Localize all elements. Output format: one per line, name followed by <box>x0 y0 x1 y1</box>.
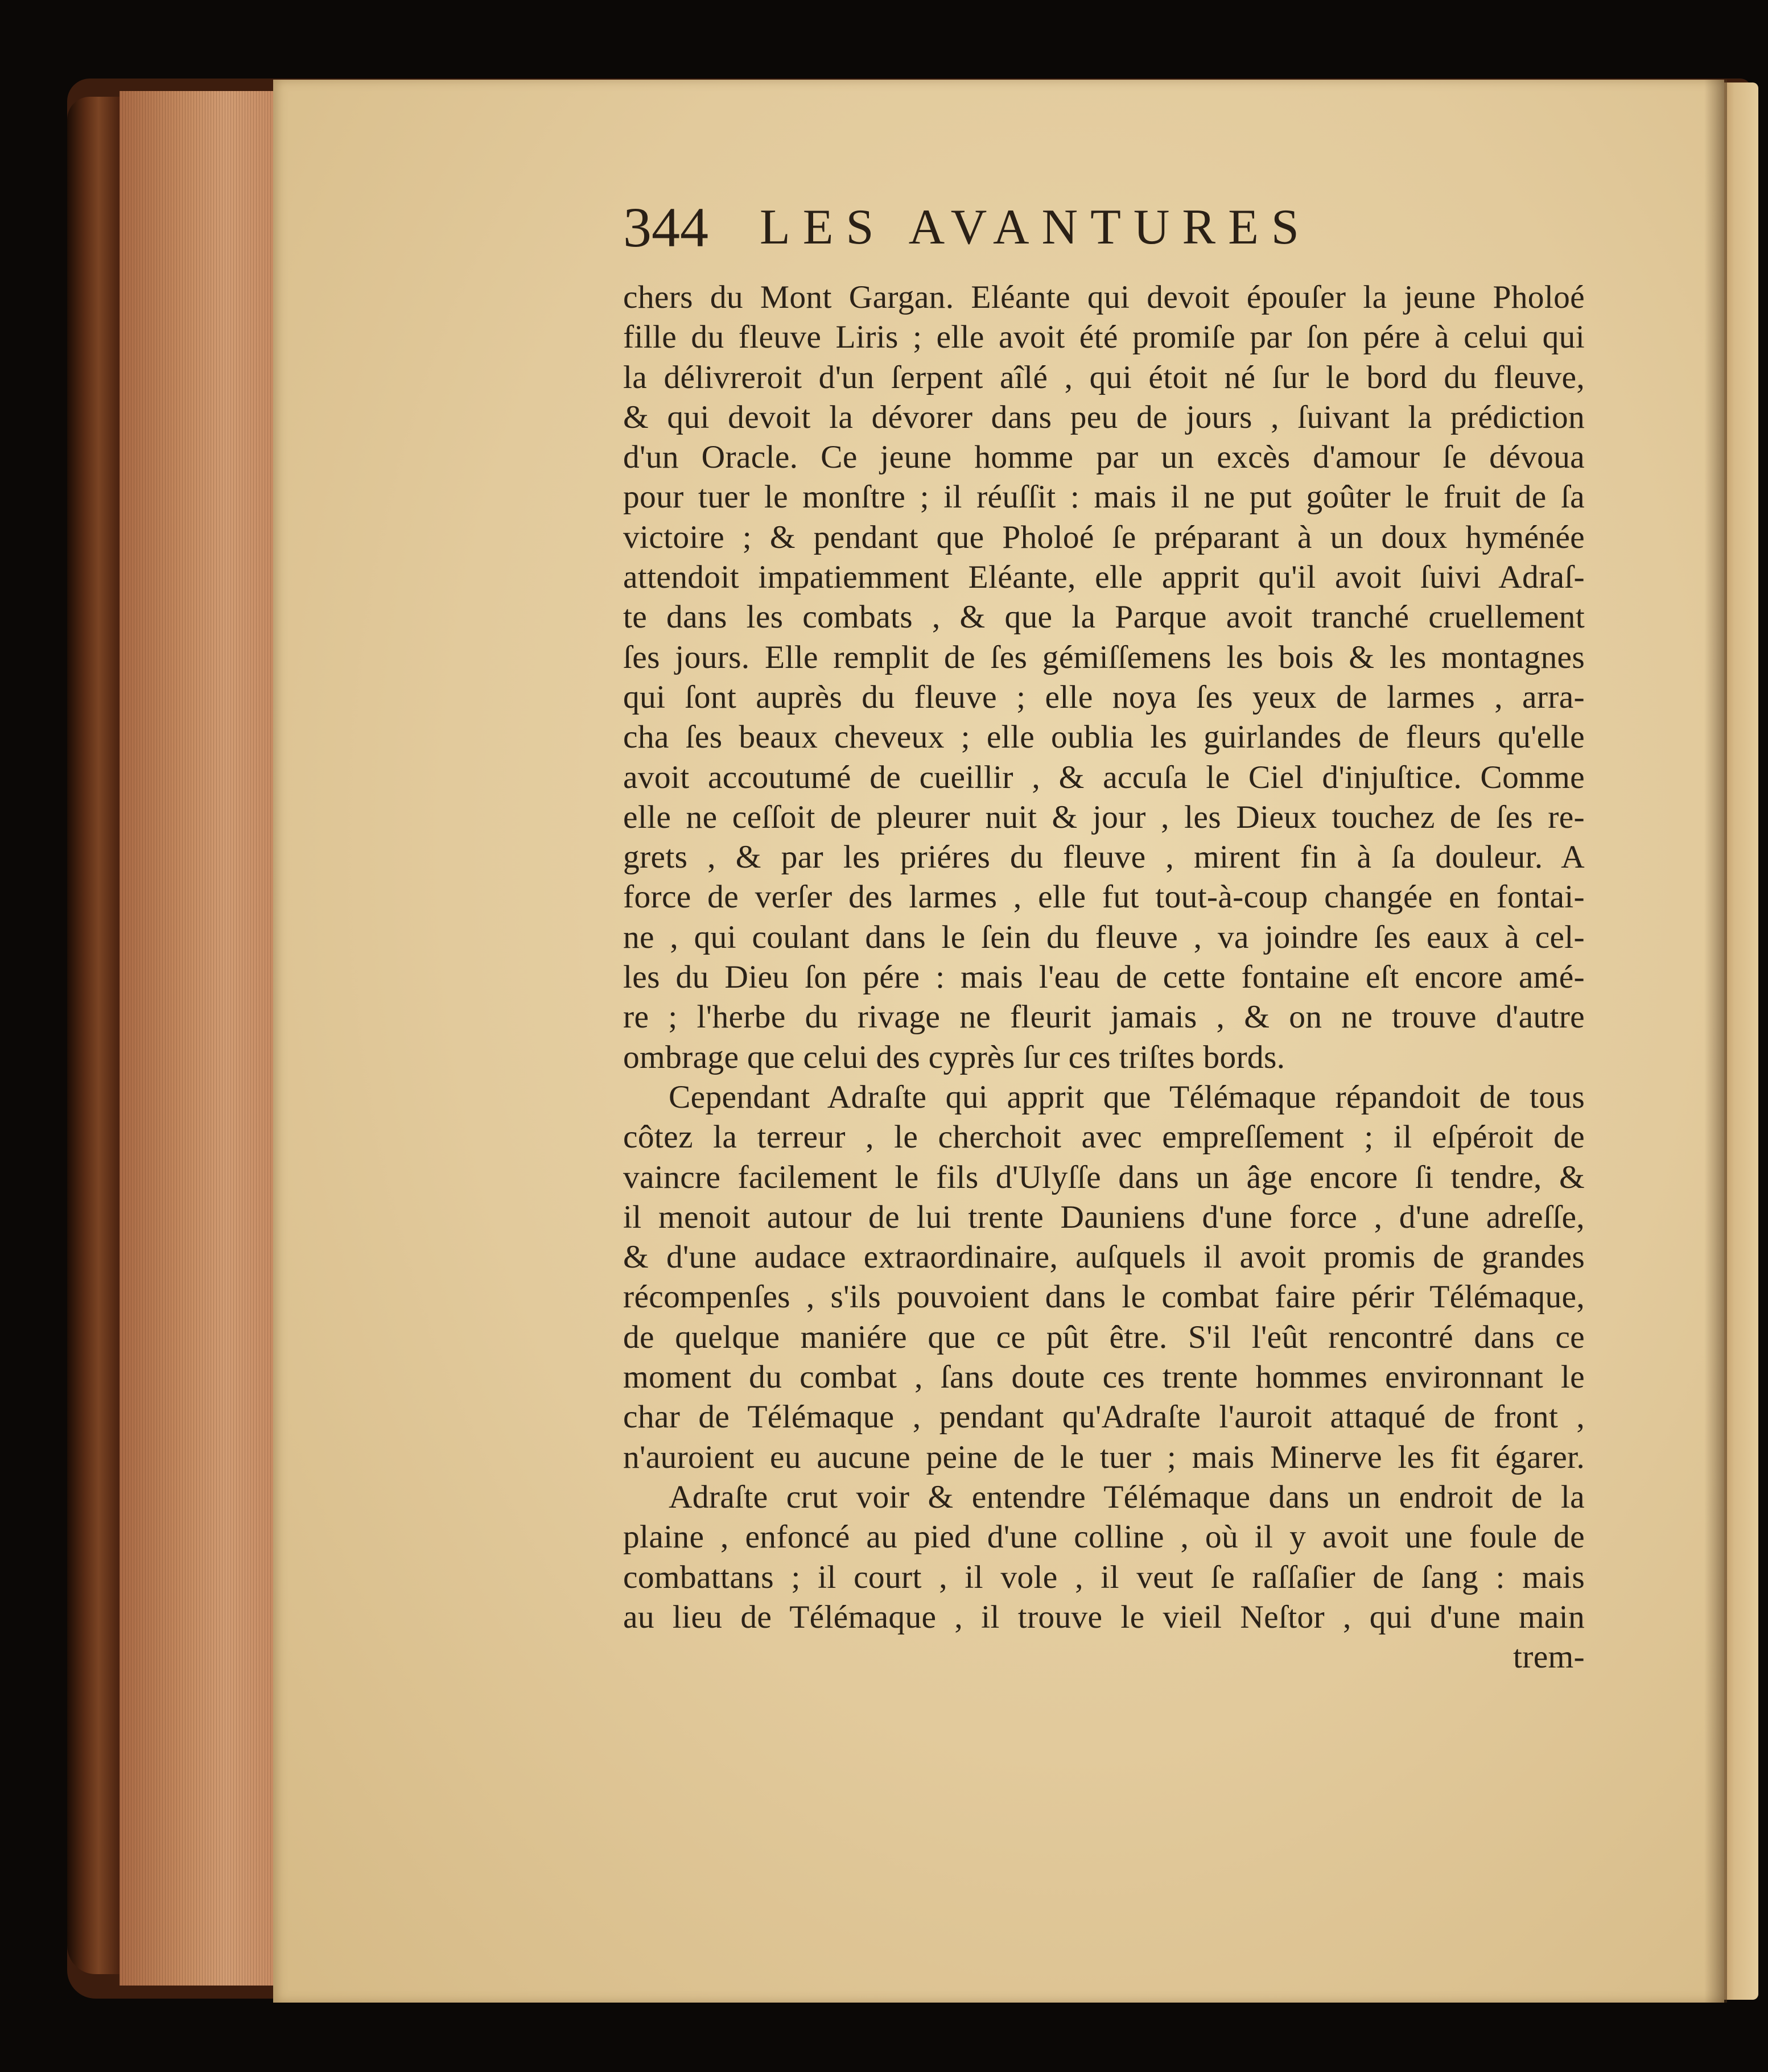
text-line: victoire ; & pendant que Pholoé ſe préparant à un doux hyménée <box>623 519 1585 555</box>
text-line: re ; l'herbe du rivage ne fleurit jamais , & on ne trouve d'autre <box>623 999 1585 1035</box>
catchword: trem- <box>1513 1639 1585 1675</box>
text-line: char de Télémaque , pendant qu'Adraſte l'auroit attaqué de front , <box>623 1399 1585 1435</box>
text-line: te dans les combats , & que la Parque avoit tranché cruellement <box>623 599 1585 635</box>
text-line: & d'une audace extraordinaire, auſquels il avoit promis de grandes <box>623 1239 1585 1276</box>
text-line: fille du fleuve Liris ; elle avoit été promiſe par ſon pére à celui qui <box>623 319 1585 356</box>
text-line: ne , qui coulant dans le ſein du fleuve , va joindre ſes eaux à cel- <box>623 919 1585 955</box>
text-line: n'auroient eu aucune peine de le tuer ; mais Minerve les fit égarer. <box>623 1439 1585 1475</box>
text-line: ombrage que celui des cyprès ſur ces triſtes bords. <box>623 1039 1285 1075</box>
text-line: combattans ; il court , il vole , il veut ſe raſſaſier de ſang : mais <box>623 1559 1585 1595</box>
page-gutter-shadow <box>1704 80 1727 2003</box>
text-line: chers du Mont Gargan. Eléante qui devoit épouſer la jeune Pholoé <box>623 279 1585 315</box>
text-line: & qui devoit la dévorer dans peu de jours , ſuivant la prédiction <box>623 399 1585 435</box>
text-line: plaine , enfoncé au pied d'une colline , où il y avoit une foule de <box>623 1519 1585 1555</box>
text-line: la délivreroit d'un ſerpent aîlé , qui étoit né ſur le bord du fleuve, <box>623 359 1585 395</box>
text-line: avoit accoutumé de cueillir , & accuſa le Ciel d'injuſtice. Comme <box>623 759 1585 795</box>
text-line: côtez la terreur , le cherchoit avec empreſſement ; il eſpéroit de <box>623 1119 1585 1155</box>
page-edges <box>119 91 285 1986</box>
text-line: d'un Oracle. Ce jeune homme par un excès d'amour ſe dévoua <box>623 439 1585 476</box>
text-line: il menoit autour de lui trente Dauniens d'une force , d'une adreſſe, <box>623 1199 1585 1235</box>
text-line: attendoit impatiemment Eléante, elle apprit qu'il avoit ſuivi Adraſ- <box>623 559 1585 596</box>
text-line: de quelque maniére que ce pût être. S'il l'eût rencontré dans ce <box>623 1319 1585 1355</box>
text-line: elle ne ceſſoit de pleurer nuit & jour , les Dieux touchez de ſes re- <box>623 799 1585 835</box>
text-line: qui ſont auprès du fleuve ; elle noya ſes yeux de larmes , arra- <box>623 679 1585 715</box>
text-line: pour tuer le monſtre ; il réuſſit : mais il ne put goûter le fruit de ſa <box>623 479 1585 515</box>
body-text <box>623 278 1585 1677</box>
text-line: récompenſes , s'ils pouvoient dans le combat faire périr Télémaque, <box>623 1279 1585 1315</box>
text-line: vaincre facilement le fils d'Ulyſſe dans un âge encore ſi tendre, & <box>623 1159 1585 1195</box>
text-line: cha ſes beaux cheveux ; elle oublia les guirlandes de fleurs qu'elle <box>623 719 1585 756</box>
text-line: les du Dieu ſon pére : mais l'eau de cette fontaine eſt encore amé- <box>623 959 1585 996</box>
running-head <box>623 193 1482 262</box>
page-number: 344 <box>623 196 708 259</box>
cover-spine-edge <box>67 97 119 1974</box>
text-line: au lieu de Télémaque , il trouve le vieil Neſtor , qui d'une main <box>623 1599 1585 1635</box>
text-line: moment du combat , ſans doute ces trente hommes environnant le <box>623 1359 1585 1396</box>
text-line: ſes jours. Elle remplit de ſes gémiſſemens les bois & les montagnes <box>623 639 1585 675</box>
text-line: grets , & par les priéres du fleuve , mirent fin à ſa douleur. A <box>623 839 1585 876</box>
text-line: Adraſte crut voir & entendre Télémaque dans un endroit de la <box>669 1479 1585 1515</box>
running-title: LES AVANTURES <box>760 200 1312 255</box>
text-line: Cependant Adraſte qui apprit que Télémaque répandoit de tous <box>669 1079 1585 1115</box>
text-line: force de verſer des larmes , elle fut tout-à-coup changée en fontai- <box>623 879 1585 915</box>
